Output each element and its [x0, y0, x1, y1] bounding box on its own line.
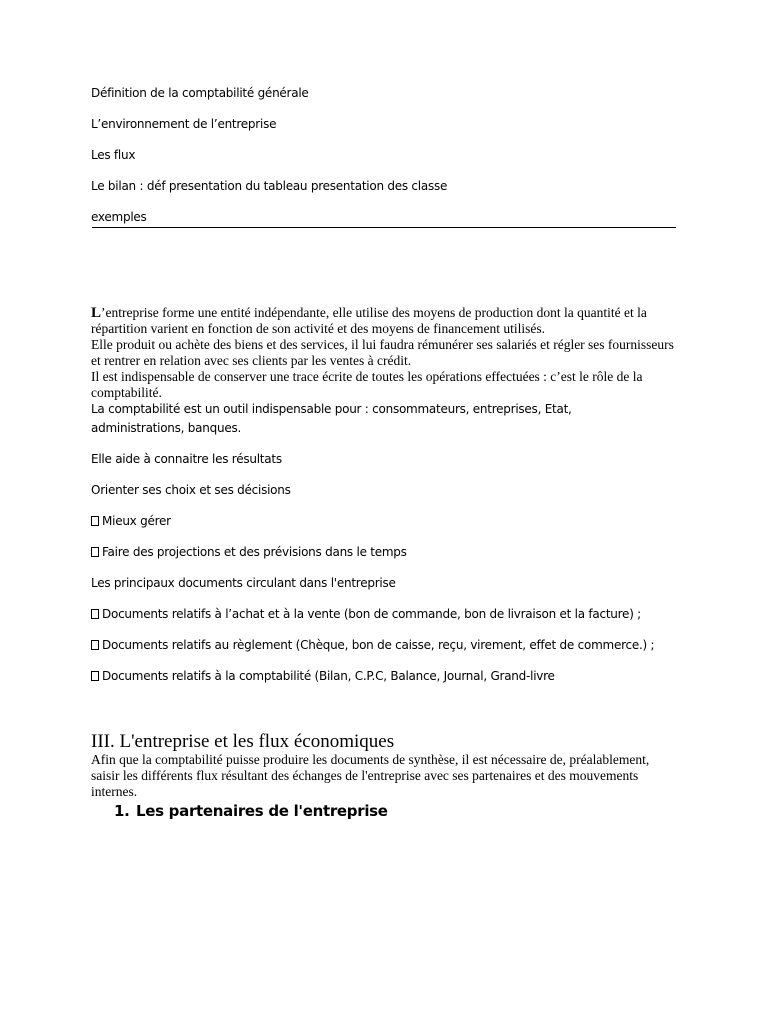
list-item-text: Documents relatifs au règlement (Chèque, bon de caisse, reçu, virement, effet de commerce.) ;	[102, 638, 655, 652]
drop-cap: L	[91, 305, 102, 321]
section-3-paragraph: Afin que la comptabilité puisse produire les documents de synthèse, il est nécessaire de, préalablement, saisir les différents flux résultant des échanges de l'entreprise avec ses partenaires et des mouvements internes.	[91, 752, 650, 799]
missing-glyph-bullet-icon	[91, 671, 99, 681]
list-item-resultats: Elle aide à connaitre les résultats	[91, 452, 282, 466]
subsection-title: Les partenaires de l'entreprise	[136, 802, 388, 820]
horizontal-divider	[92, 227, 676, 228]
missing-glyph-bullet-icon	[91, 609, 99, 619]
intro-paragraph-4-line-2: administrations, banques.	[91, 421, 242, 435]
intro-paragraph-3: Il est indispensable de conserver une trace écrite de toutes les opérations effectuées : c’est le rôle de la comptabilité.	[91, 369, 643, 400]
list-item-text: Documents relatifs à la comptabilité (Bilan, C.P.C, Balance, Journal, Grand-livre	[102, 669, 555, 683]
intro-paragraph-1	[91, 305, 681, 337]
list-item-documents-comptabilite	[91, 669, 555, 683]
subsection-heading	[114, 802, 388, 820]
outline-item-environnement: L’environnement de l’entreprise	[91, 117, 277, 131]
outline-item-bilan: Le bilan : déf presentation du tableau presentation des classe	[91, 179, 448, 193]
intro-paragraph-2: Elle produit ou achète des biens et des services, il lui faudra rémunérer ses salariés et régler ses fournisseurs et rentrer en relation avec ses clients par les ventes à crédit.	[91, 337, 674, 368]
outline-item-definition: Définition de la comptabilité générale	[91, 86, 309, 100]
intro-block	[91, 305, 681, 401]
list-item-mieux-gerer	[91, 514, 171, 528]
list-item-documents-achat	[91, 607, 641, 621]
outline-item-flux: Les flux	[91, 148, 136, 162]
intro-paragraph-1-text: ’entreprise forme une entité indépendante, elle utilise des moyens de production dont la quantité et la répartition varient en fonction de son activité et des moyens de financement utilisés.	[91, 305, 647, 336]
list-item-projections	[91, 545, 407, 559]
missing-glyph-bullet-icon	[91, 640, 99, 650]
intro-paragraph-4-line-1: La comptabilité est un outil indispensable pour : consommateurs, entreprises, Etat,	[91, 402, 572, 416]
list-item-text: Mieux gérer	[102, 514, 171, 528]
subsection-number: 1.	[114, 802, 130, 820]
list-item-choix: Orienter ses choix et ses décisions	[91, 483, 291, 497]
section-3-heading: III. L'entreprise et les flux économiques	[91, 731, 395, 752]
list-item-text: Documents relatifs à l’achat et à la vente (bon de commande, bon de livraison et la facture) ;	[102, 607, 641, 621]
outline-item-exemples: exemples	[91, 210, 147, 224]
missing-glyph-bullet-icon	[91, 547, 99, 557]
list-item-text: Faire des projections et des prévisions dans le temps	[102, 545, 407, 559]
missing-glyph-bullet-icon	[91, 516, 99, 526]
list-item-documents-reglement	[91, 638, 654, 652]
list-item-documents-heading: Les principaux documents circulant dans l'entreprise	[91, 576, 396, 590]
